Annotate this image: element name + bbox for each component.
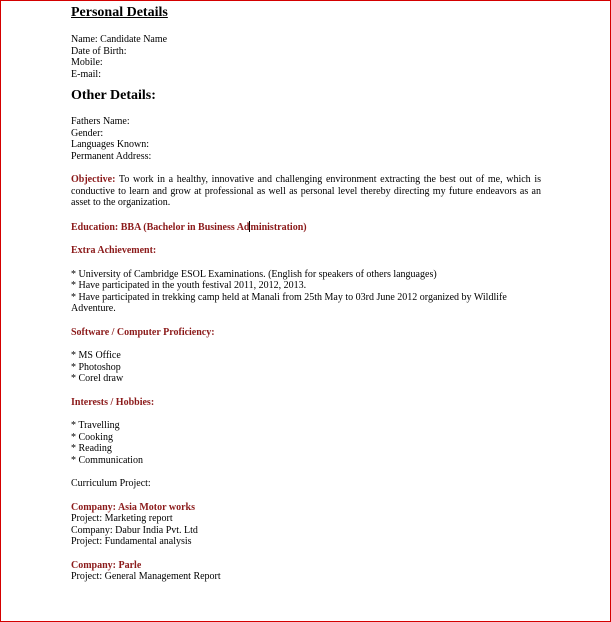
project-line: Project: Fundamental analysis [71,536,192,547]
extra-achievement-heading: Extra Achievement: [71,245,157,256]
list-item: * Have participated in the youth festival 2011, 2012, 2013. [71,280,307,291]
list-item: Adventure. [71,303,116,314]
project-line: Project: Marketing report [71,513,173,524]
other-details-heading: Other Details: [71,88,156,103]
list-item: * Travelling [71,420,120,431]
list-item: * MS Office [71,350,121,361]
resume-body [71,5,541,583]
education-text-part1: Education: BBA (Bachelor in Business Ad [71,221,250,233]
name-line: Name: Candidate Name [71,34,168,45]
objective-text: To work in a healthy, innovative and challenging environment extracting the best out of me, which is conductive to learn and grow at professional as well as personal level thereby directing my future endeavors as an asset to the organization. [71,174,541,208]
email-line: E-mail: [71,68,101,80]
education-text-part2: ministration) [250,221,307,233]
languages-line: Languages Known: [71,139,150,150]
curriculum-project-label: Curriculum Project: [71,478,151,489]
company-parle-heading: Company: Parle [71,559,142,571]
list-item: * Communication [71,454,143,466]
company-asia-heading: Company: Asia Motor works [71,501,195,513]
list-item: * Have participated in trekking camp held at Manali from 25th May to 03rd June 2012 organized by Wildlife [71,291,507,303]
list-item: * Reading [71,443,112,454]
software-heading: Software / Computer Proficiency: [71,326,215,338]
list-item: * Corel draw [71,373,124,384]
mobile-line: Mobile: [71,57,103,68]
company-line: Company: Dabur India Pvt. Ltd [71,524,198,536]
education-heading[interactable] [71,221,541,234]
list-item: * Photoshop [71,361,121,373]
gender-line: Gender: [71,127,104,139]
personal-details-heading: Personal Details [71,5,168,20]
address-line: Permanent Address: [71,150,152,162]
list-item: * University of Cambridge ESOL Examinations. (English for speakers of others languages) [71,268,437,280]
objective-label: Objective: [71,174,116,185]
dob-line: Date of Birth: [71,45,127,57]
interests-heading: Interests / Hobbies: [71,396,155,408]
fathers-name-line: Fathers Name: [71,116,130,127]
objective-paragraph [71,174,541,209]
list-item: * Cooking [71,431,113,443]
project-line: Project: General Management Report [71,571,221,582]
